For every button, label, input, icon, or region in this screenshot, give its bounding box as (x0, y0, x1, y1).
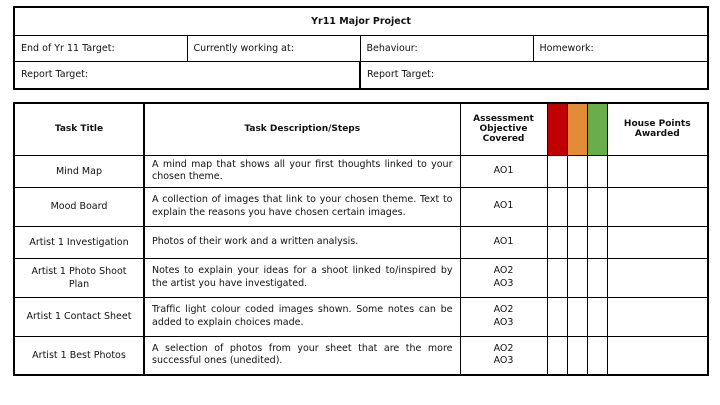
green-check-cell[interactable] (587, 258, 607, 297)
table-row (14, 336, 708, 375)
homework-field[interactable]: Homework: (533, 35, 708, 61)
header-table (13, 6, 709, 90)
house-points-cell[interactable] (607, 258, 708, 297)
red-check-cell[interactable] (547, 226, 567, 258)
table-row (14, 258, 708, 297)
house-points-cell[interactable] (607, 187, 708, 226)
amber-check-cell[interactable] (567, 226, 587, 258)
green-check-cell[interactable] (587, 155, 607, 187)
task-description: A collection of images that link to your chosen theme. Text to explain the reasons you have chosen certain images. (144, 187, 460, 226)
amber-check-cell[interactable] (567, 155, 587, 187)
assessment-objective: AO2 AO3 (460, 297, 547, 336)
traffic-light-red (547, 103, 567, 155)
working-at-field[interactable]: Currently working at: (187, 35, 360, 61)
task-title: Mood Board (14, 187, 144, 226)
task-description: Photos of their work and a written analysis. (144, 226, 460, 258)
behaviour-field[interactable]: Behaviour: (360, 35, 533, 61)
red-check-cell[interactable] (547, 336, 567, 375)
green-check-cell[interactable] (587, 187, 607, 226)
assessment-objective: AO1 (460, 155, 547, 187)
table-row (14, 297, 708, 336)
traffic-light-amber (567, 103, 587, 155)
report-target-field-2[interactable]: Report Target: (360, 61, 708, 89)
assessment-objective-header: Assessment Objective Covered (460, 103, 547, 155)
table-header-row (14, 103, 708, 155)
house-points-cell[interactable] (607, 226, 708, 258)
task-description: Traffic light colour coded images shown. Some notes can be added to explain choices made. (144, 297, 460, 336)
assessment-objective: AO2 AO3 (460, 336, 547, 375)
report-target-field-1[interactable]: Report Target: (14, 61, 360, 89)
task-title: Artist 1 Contact Sheet (14, 297, 144, 336)
house-points-header: House Points Awarded (607, 103, 708, 155)
amber-check-cell[interactable] (567, 187, 587, 226)
green-check-cell[interactable] (587, 336, 607, 375)
task-description-header: Task Description/Steps (144, 103, 460, 155)
assessment-objective: AO2 AO3 (460, 258, 547, 297)
amber-check-cell[interactable] (567, 336, 587, 375)
red-check-cell[interactable] (547, 155, 567, 187)
task-description: A mind map that shows all your first thoughts linked to your chosen theme. (144, 155, 460, 187)
project-title: Yr11 Major Project (14, 7, 708, 35)
house-points-cell[interactable] (607, 297, 708, 336)
task-table (13, 102, 709, 376)
task-title: Artist 1 Photo Shoot Plan (14, 258, 144, 297)
traffic-light-green (587, 103, 607, 155)
red-check-cell[interactable] (547, 297, 567, 336)
house-points-cell[interactable] (607, 155, 708, 187)
table-row (14, 155, 708, 187)
task-title: Artist 1 Investigation (14, 226, 144, 258)
target-field[interactable]: End of Yr 11 Target: (14, 35, 187, 61)
task-description: A selection of photos from your sheet that are the more successful ones (unedited). (144, 336, 460, 375)
red-check-cell[interactable] (547, 187, 567, 226)
task-title-header: Task Title (14, 103, 144, 155)
house-points-cell[interactable] (607, 336, 708, 375)
green-check-cell[interactable] (587, 297, 607, 336)
task-title: Mind Map (14, 155, 144, 187)
red-check-cell[interactable] (547, 258, 567, 297)
task-title: Artist 1 Best Photos (14, 336, 144, 375)
task-description: Notes to explain your ideas for a shoot linked to/inspired by the artist you have investigated. (144, 258, 460, 297)
assessment-objective: AO1 (460, 187, 547, 226)
assessment-objective: AO1 (460, 226, 547, 258)
green-check-cell[interactable] (587, 226, 607, 258)
amber-check-cell[interactable] (567, 297, 587, 336)
amber-check-cell[interactable] (567, 258, 587, 297)
table-row (14, 187, 708, 226)
table-row (14, 226, 708, 258)
